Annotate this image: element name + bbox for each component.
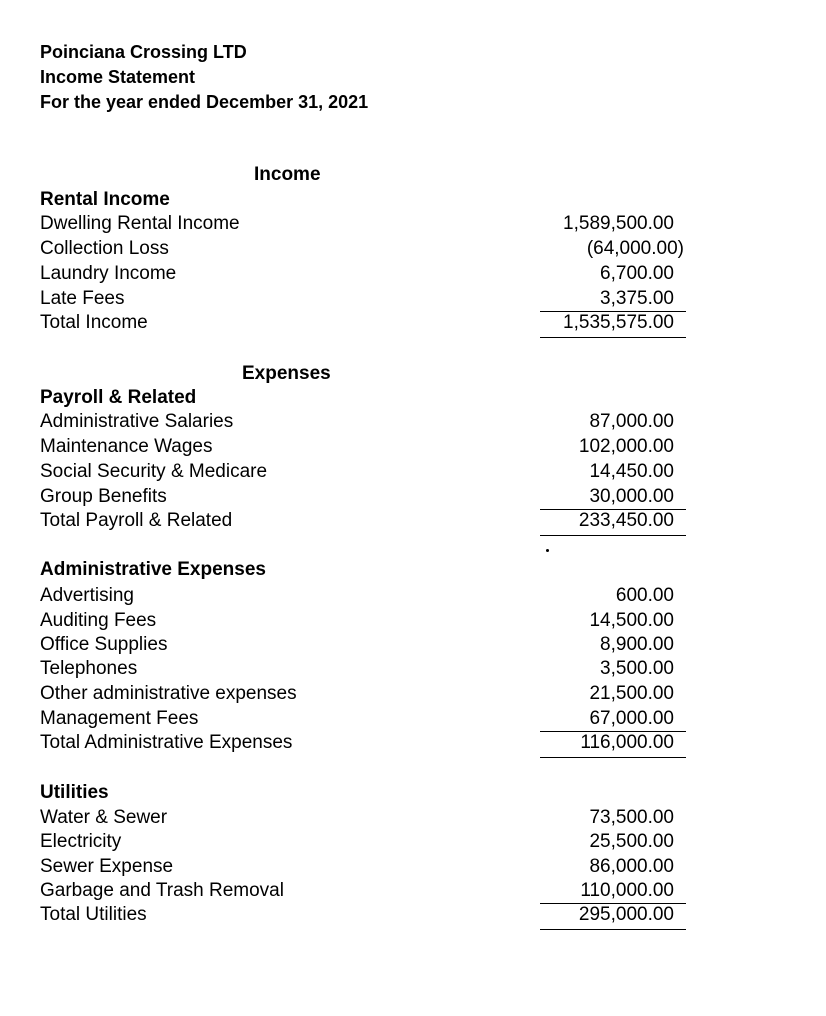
total-label: Total Payroll & Related <box>40 510 233 531</box>
administrative-heading: Administrative Expenses <box>40 559 266 580</box>
line-item-amount: (64,000.00) <box>586 238 684 259</box>
total-row <box>40 312 688 337</box>
line-item-label: Garbage and Trash Removal <box>40 880 284 901</box>
line-item-label: Electricity <box>40 831 122 852</box>
line-item-amount: 67,000.00 <box>589 708 674 729</box>
company-name: Poinciana Crossing LTD <box>40 42 247 62</box>
line-item <box>40 411 688 436</box>
line-item-amount: 600.00 <box>615 585 674 606</box>
line-item <box>40 238 688 263</box>
total-row <box>40 732 688 757</box>
line-item-label: Auditing Fees <box>40 610 157 631</box>
line-item <box>40 486 688 511</box>
line-item <box>40 831 688 856</box>
line-item-amount: 14,450.00 <box>589 461 674 482</box>
line-item-label: Office Supplies <box>40 634 168 655</box>
line-item-amount: 86,000.00 <box>589 856 674 877</box>
total-rule <box>540 757 686 758</box>
line-item <box>40 436 688 461</box>
line-item <box>40 263 688 288</box>
line-item-label: Other administrative expenses <box>40 683 297 704</box>
line-item-label: Social Security & Medicare <box>40 461 268 482</box>
total-amount: 233,450.00 <box>578 510 674 531</box>
payroll-heading: Payroll & Related <box>40 387 197 408</box>
line-item-label: Maintenance Wages <box>40 436 213 457</box>
line-item <box>40 880 688 905</box>
line-item <box>40 856 688 881</box>
stray-dot <box>546 549 549 552</box>
statement-period: For the year ended December 31, 2021 <box>40 92 369 112</box>
statement-title: Income Statement <box>40 67 196 87</box>
line-item-amount: 87,000.00 <box>589 411 674 432</box>
total-rule <box>540 535 686 536</box>
line-item-label: Dwelling Rental Income <box>40 213 240 234</box>
line-item-label: Administrative Salaries <box>40 411 234 432</box>
line-item-label: Group Benefits <box>40 486 167 507</box>
line-item <box>40 807 688 832</box>
rental-income-heading: Rental Income <box>40 189 170 210</box>
line-item-amount: 3,375.00 <box>600 288 674 309</box>
line-item-label: Advertising <box>40 585 134 606</box>
total-rule <box>540 929 686 930</box>
total-rule <box>540 337 686 338</box>
line-item-label: Telephones <box>40 658 138 679</box>
total-amount: 116,000.00 <box>580 732 674 753</box>
line-item <box>40 634 688 659</box>
total-label: Total Administrative Expenses <box>40 732 293 753</box>
total-row <box>40 904 688 929</box>
total-amount: 1,535,575.00 <box>563 312 674 333</box>
line-item-label: Late Fees <box>40 288 125 309</box>
utilities-heading: Utilities <box>40 782 109 803</box>
line-item-amount: 30,000.00 <box>589 486 674 507</box>
total-label: Total Utilities <box>40 904 147 925</box>
line-item <box>40 683 688 708</box>
line-item-label: Collection Loss <box>40 238 169 259</box>
line-item-amount: 102,000.00 <box>578 436 674 457</box>
line-item-amount: 25,500.00 <box>589 831 674 852</box>
total-amount: 295,000.00 <box>578 904 674 925</box>
line-item <box>40 461 688 486</box>
line-item <box>40 288 688 313</box>
line-item-amount: 73,500.00 <box>589 807 674 828</box>
line-item <box>40 708 688 733</box>
statement-header <box>40 40 368 115</box>
line-item-label: Water & Sewer <box>40 807 168 828</box>
line-item <box>40 658 688 683</box>
income-section-title: Income <box>254 164 321 185</box>
expenses-section-title: Expenses <box>242 363 331 384</box>
line-item-amount: 8,900.00 <box>600 634 674 655</box>
total-label: Total Income <box>40 312 148 333</box>
line-item-amount: 14,500.00 <box>589 610 674 631</box>
line-item-amount: 21,500.00 <box>589 683 674 704</box>
line-item-amount: 3,500.00 <box>600 658 674 679</box>
line-item-label: Sewer Expense <box>40 856 174 877</box>
line-item-label: Laundry Income <box>40 263 177 284</box>
line-item <box>40 610 688 635</box>
line-item-amount: 110,000.00 <box>580 880 674 901</box>
line-item-amount: 1,589,500.00 <box>563 213 674 234</box>
line-item <box>40 213 688 238</box>
line-item-amount: 6,700.00 <box>600 263 674 284</box>
line-item-label: Management Fees <box>40 708 199 729</box>
line-item <box>40 585 688 610</box>
total-row <box>40 510 688 535</box>
